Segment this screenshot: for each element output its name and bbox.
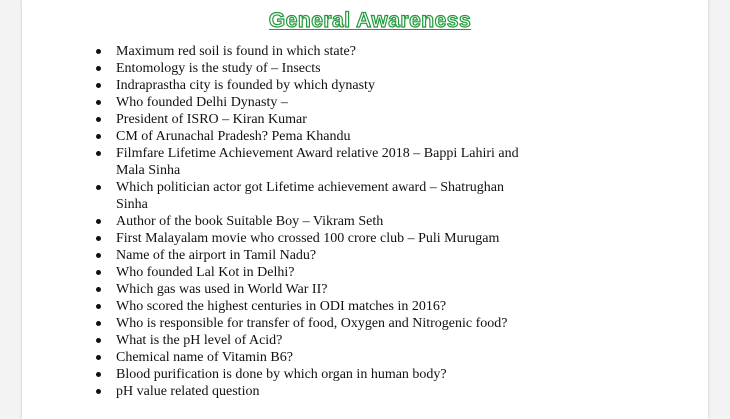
list-item xyxy=(92,332,519,349)
list-item-continuation: Mala Sinha xyxy=(116,163,181,178)
list-item-text: Who scored the highest centuries in ODI matches in 2016? xyxy=(116,299,447,314)
list-item-continuation: Sinha xyxy=(116,197,148,212)
list-item xyxy=(92,77,519,94)
list-item-text: Author of the book Suitable Boy – Vikram Seth xyxy=(116,214,384,229)
list-item-text: pH value related question xyxy=(116,384,260,399)
bullet-icon xyxy=(96,134,101,139)
bullet-icon xyxy=(96,117,101,122)
bullet-icon xyxy=(96,338,101,343)
bullet-icon xyxy=(96,287,101,292)
list-item xyxy=(92,298,519,315)
bullet-icon xyxy=(96,304,101,309)
list-item xyxy=(92,315,519,332)
list-item xyxy=(92,230,519,247)
list-item xyxy=(92,145,519,179)
bullet-icon xyxy=(96,100,101,105)
list-item-text: Filmfare Lifetime Achievement Award relative 2018 – Bappi Lahiri and xyxy=(116,146,519,161)
list-item xyxy=(92,349,519,366)
bullet-icon xyxy=(96,270,101,275)
bullet-icon xyxy=(96,321,101,326)
list-item-text: Chemical name of Vitamin B6? xyxy=(116,350,293,365)
list-item xyxy=(92,179,519,213)
bullet-icon xyxy=(96,253,101,258)
list-item-text: Entomology is the study of – Insects xyxy=(116,61,321,76)
list-item xyxy=(92,213,519,230)
bullet-icon xyxy=(96,236,101,241)
bullet-icon xyxy=(96,355,101,360)
list-item xyxy=(92,366,519,383)
list-item xyxy=(92,383,519,400)
list-item-text: Who is responsible for transfer of food, Oxygen and Nitrogenic food? xyxy=(116,316,508,331)
list-item-text: Blood purification is done by which organ in human body? xyxy=(116,367,447,382)
list-item-text: Maximum red soil is found in which state? xyxy=(116,44,356,59)
list-item xyxy=(92,94,519,111)
list-item xyxy=(92,281,519,298)
list-item xyxy=(92,247,519,264)
bullet-icon xyxy=(96,389,101,394)
list-item-text: What is the pH level of Acid? xyxy=(116,333,283,348)
bullet-icon xyxy=(96,151,101,156)
list-item-text: Who founded Delhi Dynasty – xyxy=(116,95,288,110)
question-list xyxy=(92,43,519,400)
bullet-icon xyxy=(96,185,101,190)
list-item xyxy=(92,111,519,128)
list-item-text: President of ISRO – Kiran Kumar xyxy=(116,112,307,127)
bullet-icon xyxy=(96,219,101,224)
document-title: General Awareness xyxy=(268,9,472,32)
bullet-icon xyxy=(96,83,101,88)
list-item-text: CM of Arunachal Pradesh? Pema Khandu xyxy=(116,129,351,144)
list-item-text: Who founded Lal Kot in Delhi? xyxy=(116,265,295,280)
list-item-text: Name of the airport in Tamil Nadu? xyxy=(116,248,317,263)
bullet-icon xyxy=(96,66,101,71)
list-item-text: Indraprastha city is founded by which dynasty xyxy=(116,78,375,93)
list-item-text: Which gas was used in World War II? xyxy=(116,282,328,297)
bullet-icon xyxy=(96,372,101,377)
list-item-text: First Malayalam movie who crossed 100 crore club – Puli Murugam xyxy=(116,231,500,246)
document-page xyxy=(22,0,708,419)
list-item-text: Which politician actor got Lifetime achievement award – Shatrughan xyxy=(116,180,504,195)
bullet-icon xyxy=(96,49,101,54)
list-item xyxy=(92,60,519,77)
list-item xyxy=(92,128,519,145)
list-item xyxy=(92,43,519,60)
list-item xyxy=(92,264,519,281)
